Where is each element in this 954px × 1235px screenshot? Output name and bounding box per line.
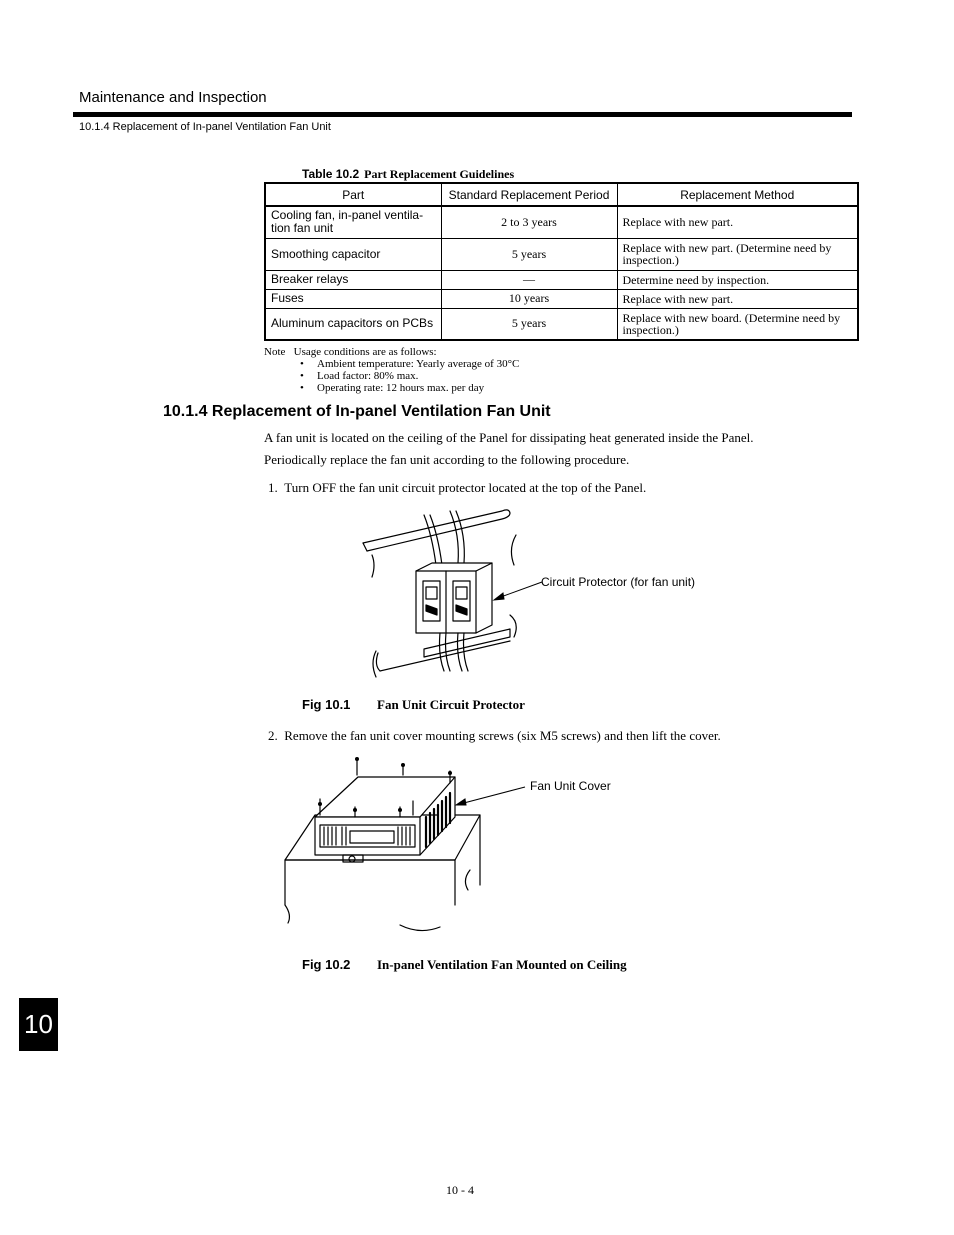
fig1-caption (302, 697, 525, 713)
subsection-header: 10.1.4 Replacement of In-panel Ventilation Fan Unit (79, 121, 331, 133)
header-rule (73, 112, 852, 117)
table-caption-number: Table 10.2 (302, 167, 360, 181)
section-header: Maintenance and Inspection (79, 89, 267, 106)
cell-part: Cooling fan, in-panel ventila-tion fan unit (265, 206, 441, 238)
cell-period: 2 to 3 years (441, 206, 617, 238)
fig2-caption-number: Fig 10.2 (302, 957, 351, 972)
fig2-leader-arrow (452, 785, 527, 810)
cell-method: Determine need by inspection. (617, 270, 858, 289)
cell-part: Aluminum capacitors on PCBs (265, 308, 441, 340)
cell-method: Replace with new part. (617, 206, 858, 238)
fig2-callout-label: Fan Unit Cover (530, 779, 611, 793)
procedure-step-2 (268, 728, 721, 744)
table-row (265, 308, 858, 340)
column-header-method: Replacement Method (617, 183, 858, 206)
step-text: Turn OFF the fan unit circuit protector located at the top of the Panel. (284, 480, 647, 495)
fig2-caption (302, 957, 627, 973)
paragraph: Periodically replace the fan unit according to the following procedure. (264, 452, 630, 467)
table-note (264, 346, 519, 394)
section-heading: 10.1.4 Replacement of In-panel Ventilation Fan Unit (163, 403, 551, 420)
note-item: • Load factor: 80% max. (300, 370, 519, 382)
table-row (265, 206, 858, 238)
note-item: • Operating rate: 12 hours max. per day (300, 382, 519, 394)
cell-part: Smoothing capacitor (265, 238, 441, 270)
cell-method: Replace with new part. (617, 289, 858, 308)
note-item: • Ambient temperature: Yearly average of 30°C (300, 358, 519, 370)
cell-period: — (441, 270, 617, 289)
procedure-step-1 (268, 480, 646, 496)
cell-part: Fuses (265, 289, 441, 308)
step-text: Remove the fan unit cover mounting screws (six M5 screws) and then lift the cover. (284, 728, 721, 743)
chapter-tab: 10 (19, 998, 58, 1051)
note-list (264, 358, 519, 394)
table-header-row (265, 183, 858, 206)
column-header-period: Standard Replacement Period (441, 183, 617, 206)
fan-unit-cover-illustration (280, 755, 495, 940)
fig1-caption-number: Fig 10.1 (302, 697, 351, 712)
fig2-caption-title: In-panel Ventilation Fan Mounted on Ceiling (377, 957, 627, 972)
table-caption (302, 167, 514, 182)
note-intro-line (264, 346, 519, 358)
table-caption-title: Part Replacement Guidelines (364, 167, 515, 181)
cell-method: Replace with new board. (Determine need by inspection.) (617, 308, 858, 340)
paragraph: A fan unit is located on the ceiling of the Panel for dissipating heat generated inside the Panel. (264, 430, 754, 445)
table-row (265, 270, 858, 289)
fig1-leader-arrow (490, 580, 545, 605)
step-number: 1. (268, 480, 278, 495)
note-label: Note (264, 346, 286, 358)
fig1-caption-title: Fan Unit Circuit Protector (377, 697, 525, 712)
table-row (265, 238, 858, 270)
fig1-callout-label: Circuit Protector (for fan unit) (541, 575, 696, 589)
table-row (265, 289, 858, 308)
cell-period: 10 years (441, 289, 617, 308)
cell-period: 5 years (441, 238, 617, 270)
cell-method: Replace with new part. (Determine need by inspection.) (617, 238, 858, 270)
column-header-part: Part (265, 183, 441, 206)
note-intro: Usage conditions are as follows: (293, 346, 437, 358)
page-number: 10 - 4 (446, 1183, 474, 1197)
cell-period: 5 years (441, 308, 617, 340)
cell-part: Breaker relays (265, 270, 441, 289)
step-number: 2. (268, 728, 278, 743)
part-replacement-table (264, 182, 859, 341)
